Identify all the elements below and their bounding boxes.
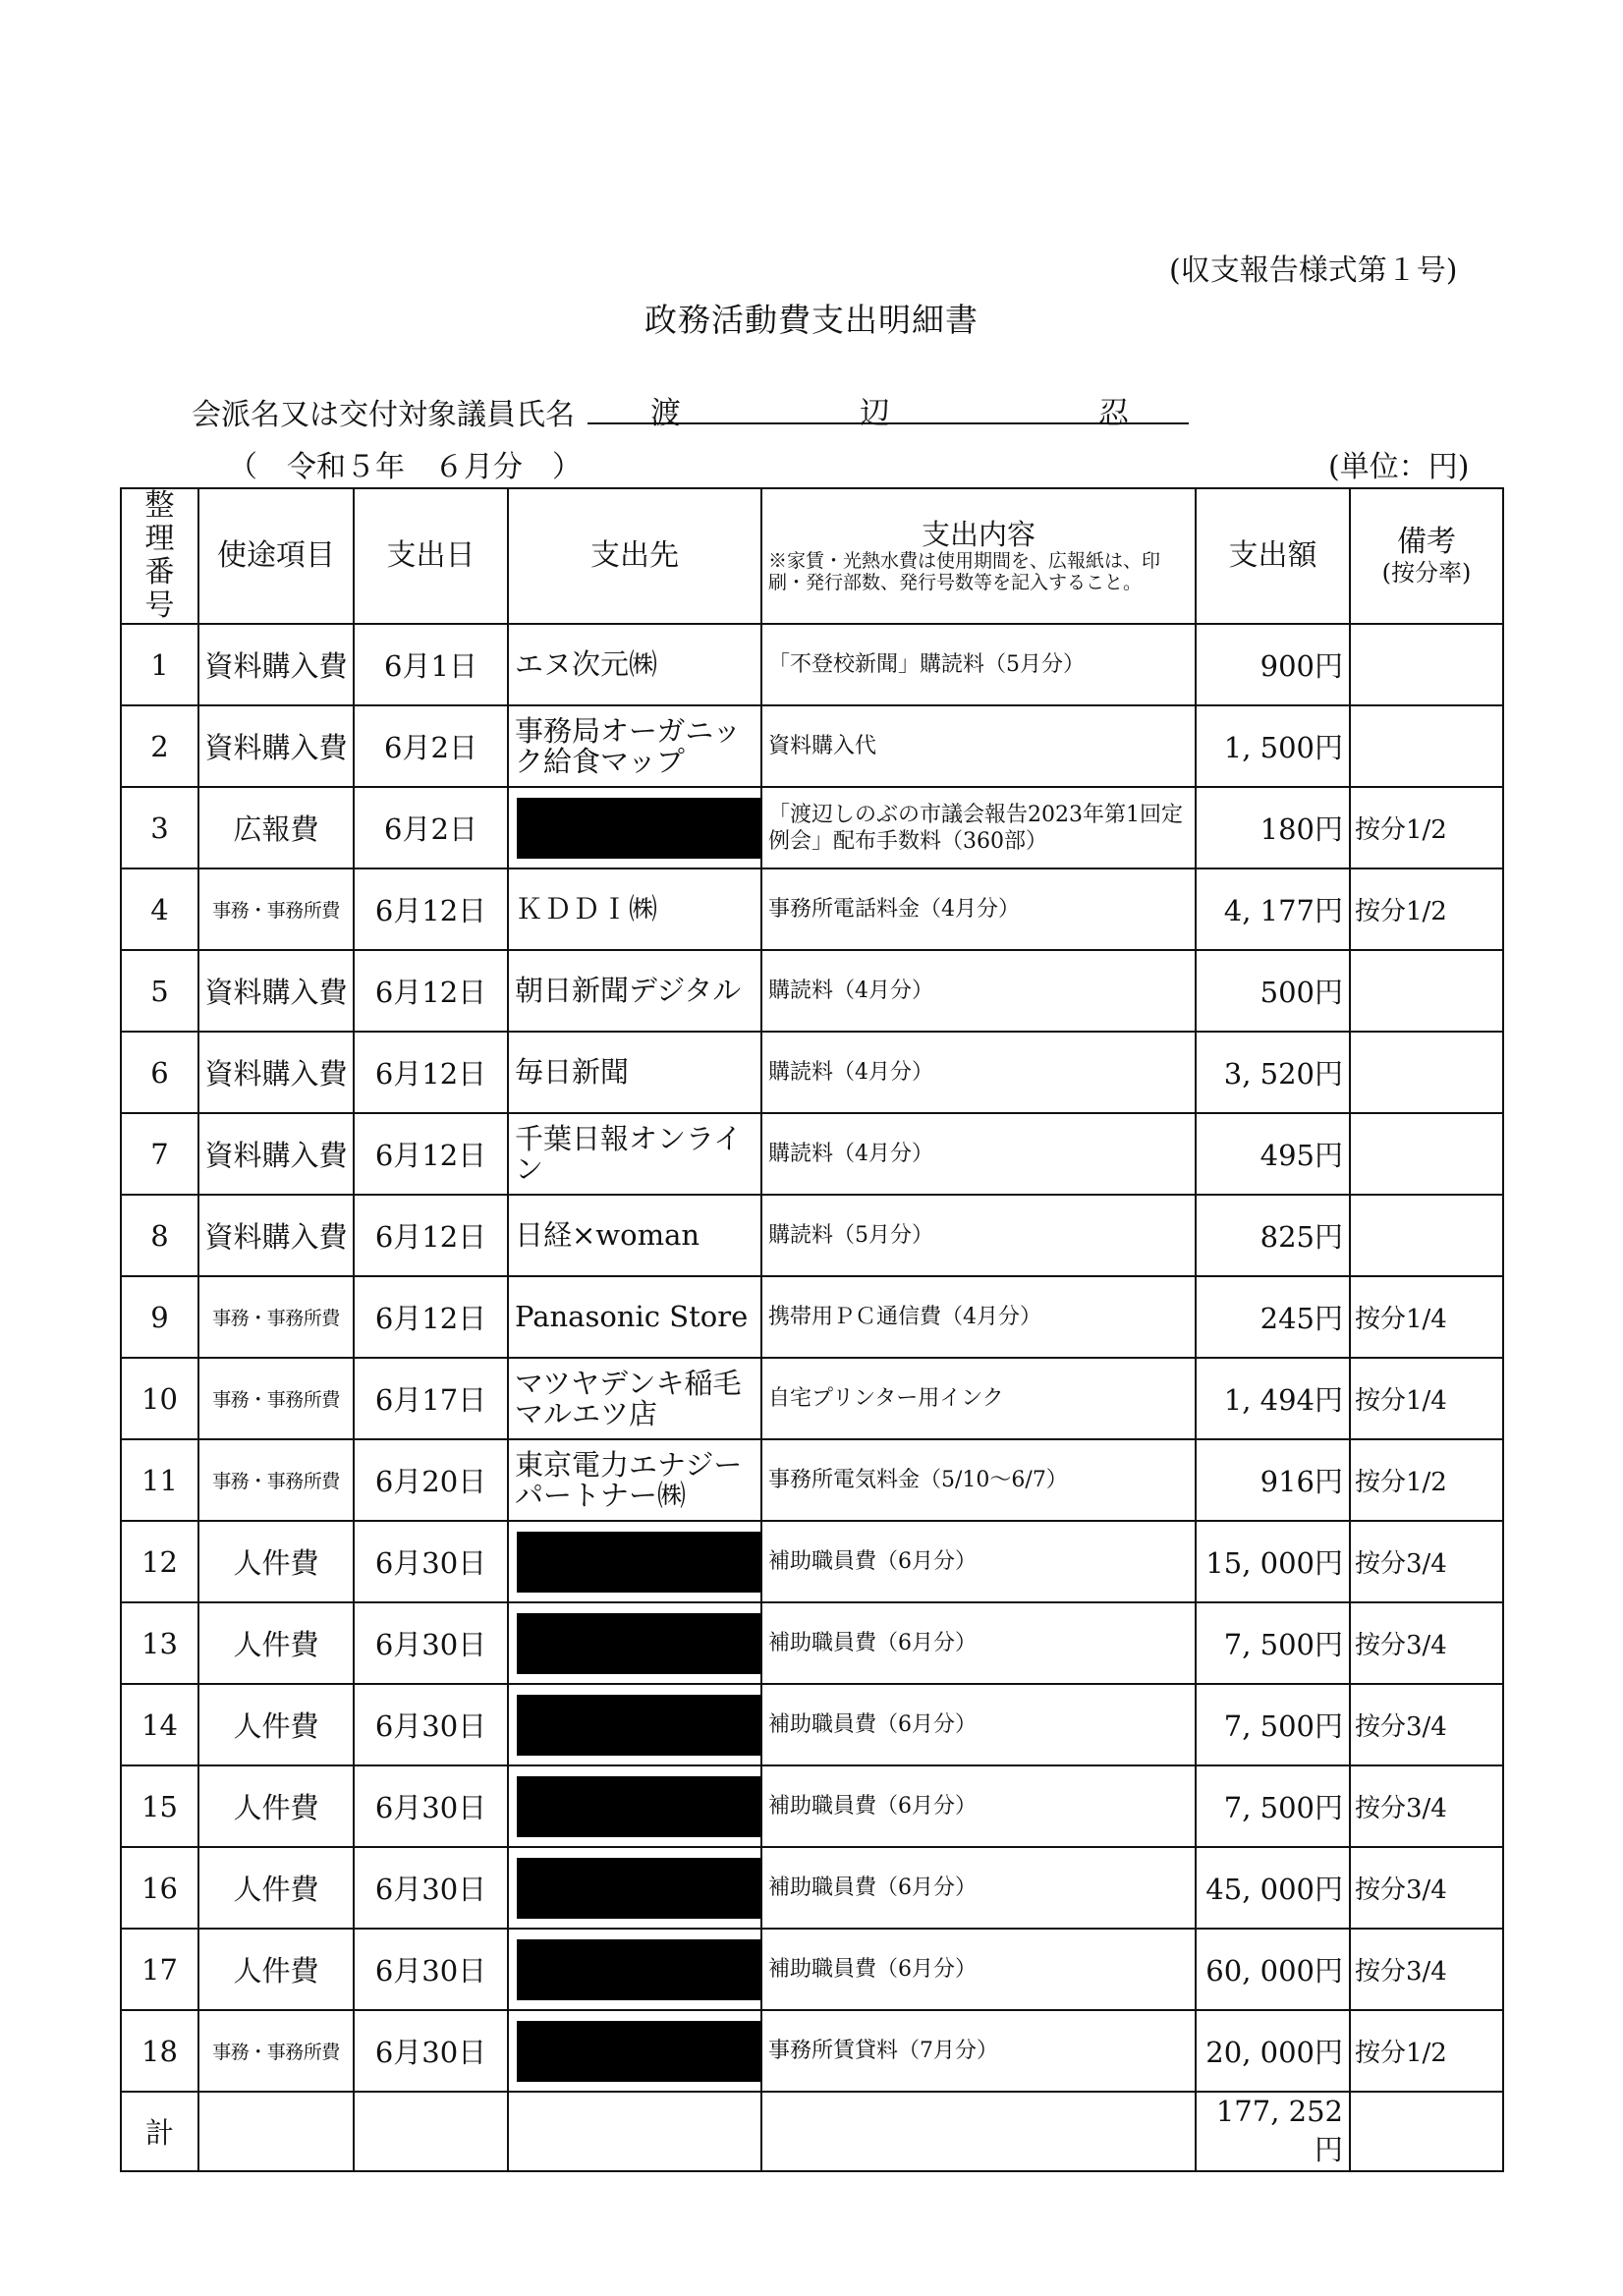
table-row <box>121 1439 1503 1521</box>
row-content: 携帯用ＰＣ通信費（4月分） <box>761 1276 1196 1358</box>
row-content: 購読料（4月分） <box>761 1032 1196 1113</box>
row-payee <box>508 787 761 868</box>
header-payee: 支出先 <box>508 488 761 624</box>
row-payee: ＫＤＤＩ㈱ <box>508 868 761 950</box>
row-payee <box>508 1684 761 1765</box>
row-number: 17 <box>121 1929 198 2010</box>
table-row <box>121 1684 1503 1765</box>
row-category: 事務・事務所費 <box>198 1276 354 1358</box>
table-row <box>121 1276 1503 1358</box>
total-label: 計 <box>121 2092 198 2171</box>
row-content: 事務所電気料金（5/10～6/7） <box>761 1439 1196 1521</box>
table-row <box>121 1032 1503 1113</box>
member-name-part: 辺 <box>860 396 890 431</box>
row-payee: 毎日新聞 <box>508 1032 761 1113</box>
row-amount: 45, 000円 <box>1196 1847 1350 1929</box>
row-number: 7 <box>121 1113 198 1195</box>
row-note: 按分3/4 <box>1350 1602 1503 1684</box>
total-empty-cell <box>761 2092 1196 2171</box>
row-number: 18 <box>121 2010 198 2092</box>
row-note: 按分3/4 <box>1350 1929 1503 2010</box>
row-amount: 20, 000円 <box>1196 2010 1350 2092</box>
row-payee <box>508 1602 761 1684</box>
table-row <box>121 1602 1503 1684</box>
table-row <box>121 1195 1503 1276</box>
row-content: 補助職員費（6月分） <box>761 1929 1196 2010</box>
row-category: 事務・事務所費 <box>198 2010 354 2092</box>
row-payee: 東京電力エナジーパートナー㈱ <box>508 1439 761 1521</box>
table-row <box>121 868 1503 950</box>
redaction-bar <box>517 1939 760 2000</box>
row-number: 13 <box>121 1602 198 1684</box>
row-note: 按分3/4 <box>1350 1521 1503 1602</box>
row-number: 15 <box>121 1765 198 1847</box>
row-payee: 千葉日報オンライン <box>508 1113 761 1195</box>
total-amount: 177, 252円 <box>1196 2092 1350 2171</box>
row-category: 人件費 <box>198 1602 354 1684</box>
row-number: 1 <box>121 624 198 705</box>
redaction-bar <box>517 2021 760 2082</box>
row-date: 6月20日 <box>354 1439 508 1521</box>
form-number: (収支報告様式第１号) <box>1169 253 1458 288</box>
row-amount: 916円 <box>1196 1439 1350 1521</box>
member-name-part: 渡 <box>650 396 681 431</box>
header-note-sub: (按分率) <box>1381 559 1472 587</box>
row-category: 事務・事務所費 <box>198 868 354 950</box>
row-note: 按分3/4 <box>1350 1684 1503 1765</box>
row-content: 購読料（4月分） <box>761 1113 1196 1195</box>
row-number: 12 <box>121 1521 198 1602</box>
row-amount: 15, 000円 <box>1196 1521 1350 1602</box>
row-category: 事務・事務所費 <box>198 1358 354 1439</box>
row-note <box>1350 1113 1503 1195</box>
row-number: 4 <box>121 868 198 950</box>
row-payee <box>508 1765 761 1847</box>
row-category: 事務・事務所費 <box>198 1439 354 1521</box>
row-note: 按分1/4 <box>1350 1358 1503 1439</box>
row-content: 事務所賃貸料（7月分） <box>761 2010 1196 2092</box>
row-amount: 7, 500円 <box>1196 1602 1350 1684</box>
row-amount: 60, 000円 <box>1196 1929 1350 2010</box>
row-amount: 245円 <box>1196 1276 1350 1358</box>
row-note: 按分1/2 <box>1350 868 1503 950</box>
row-payee: 日経×woman <box>508 1195 761 1276</box>
row-category: 資料購入費 <box>198 1195 354 1276</box>
row-amount: 3, 520円 <box>1196 1032 1350 1113</box>
table-row <box>121 1929 1503 2010</box>
row-date: 6月30日 <box>354 1765 508 1847</box>
row-content: 「不登校新聞」購読料（5月分） <box>761 624 1196 705</box>
row-note <box>1350 624 1503 705</box>
row-content: 自宅プリンター用インク <box>761 1358 1196 1439</box>
total-empty-cell <box>354 2092 508 2171</box>
row-number: 11 <box>121 1439 198 1521</box>
row-number: 3 <box>121 787 198 868</box>
redaction-bar <box>517 798 760 859</box>
row-amount: 1, 500円 <box>1196 705 1350 787</box>
row-payee: 朝日新聞デジタル <box>508 950 761 1032</box>
row-payee <box>508 1521 761 1602</box>
row-amount: 7, 500円 <box>1196 1765 1350 1847</box>
row-date: 6月17日 <box>354 1358 508 1439</box>
table-row <box>121 1765 1503 1847</box>
row-category: 人件費 <box>198 1765 354 1847</box>
row-date: 6月30日 <box>354 1521 508 1602</box>
unit-label: (単位：円) <box>1328 450 1470 484</box>
row-category: 資料購入費 <box>198 1032 354 1113</box>
row-date: 6月12日 <box>354 1113 508 1195</box>
row-payee: マツヤデンキ稲毛マルエツ店 <box>508 1358 761 1439</box>
header-note-title: 備考 <box>1397 525 1456 559</box>
row-date: 6月30日 <box>354 2010 508 2092</box>
row-content: 購読料（5月分） <box>761 1195 1196 1276</box>
row-content: 補助職員費（6月分） <box>761 1765 1196 1847</box>
page-title: 政務活動費支出明細書 <box>644 301 979 339</box>
row-payee: 事務局オーガニック給食マップ <box>508 705 761 787</box>
redaction-bar <box>517 1695 760 1756</box>
member-name-part: 忍 <box>1098 396 1129 431</box>
row-amount: 7, 500円 <box>1196 1684 1350 1765</box>
row-date: 6月30日 <box>354 1847 508 1929</box>
redaction-bar <box>517 1532 760 1593</box>
row-category: 広報費 <box>198 787 354 868</box>
row-date: 6月12日 <box>354 1195 508 1276</box>
row-date: 6月12日 <box>354 868 508 950</box>
row-note: 按分1/2 <box>1350 787 1503 868</box>
total-empty-cell <box>198 2092 354 2171</box>
row-date: 6月30日 <box>354 1602 508 1684</box>
row-number: 8 <box>121 1195 198 1276</box>
row-number: 9 <box>121 1276 198 1358</box>
row-note: 按分3/4 <box>1350 1847 1503 1929</box>
row-payee <box>508 1929 761 2010</box>
redaction-bar <box>517 1776 760 1837</box>
table-row <box>121 705 1503 787</box>
row-note <box>1350 950 1503 1032</box>
total-empty-cell <box>1350 2092 1503 2171</box>
row-content: 補助職員費（6月分） <box>761 1847 1196 1929</box>
row-content: 事務所電話料金（4月分） <box>761 868 1196 950</box>
row-amount: 495円 <box>1196 1113 1350 1195</box>
row-amount: 500円 <box>1196 950 1350 1032</box>
row-date: 6月12日 <box>354 1276 508 1358</box>
row-amount: 900円 <box>1196 624 1350 705</box>
row-note <box>1350 1195 1503 1276</box>
row-number: 10 <box>121 1358 198 1439</box>
row-number: 5 <box>121 950 198 1032</box>
table-row <box>121 2010 1503 2092</box>
faction-label: 会派名又は交付対象議員氏名 <box>192 398 575 432</box>
table-header-row <box>121 488 1503 624</box>
row-date: 6月30日 <box>354 1684 508 1765</box>
row-category: 資料購入費 <box>198 950 354 1032</box>
row-amount: 825円 <box>1196 1195 1350 1276</box>
table-row <box>121 950 1503 1032</box>
row-payee <box>508 2010 761 2092</box>
table-row <box>121 787 1503 868</box>
row-date: 6月30日 <box>354 1929 508 2010</box>
header-date: 支出日 <box>354 488 508 624</box>
row-payee: エヌ次元㈱ <box>508 624 761 705</box>
row-date: 6月1日 <box>354 624 508 705</box>
row-category: 人件費 <box>198 1521 354 1602</box>
total-row <box>121 2092 1503 2171</box>
row-category: 人件費 <box>198 1929 354 2010</box>
row-note: 按分3/4 <box>1350 1765 1503 1847</box>
row-note: 按分1/2 <box>1350 1439 1503 1521</box>
table-row <box>121 1358 1503 1439</box>
header-note <box>1350 488 1503 624</box>
row-content: 補助職員費（6月分） <box>761 1602 1196 1684</box>
row-date: 6月2日 <box>354 705 508 787</box>
row-content: 補助職員費（6月分） <box>761 1521 1196 1602</box>
row-category: 資料購入費 <box>198 705 354 787</box>
row-content: 資料購入代 <box>761 705 1196 787</box>
row-amount: 180円 <box>1196 787 1350 868</box>
header-no: 整理番号 <box>121 488 198 624</box>
row-note: 按分1/4 <box>1350 1276 1503 1358</box>
row-payee <box>508 1847 761 1929</box>
row-category: 資料購入費 <box>198 624 354 705</box>
row-content: 補助職員費（6月分） <box>761 1684 1196 1765</box>
row-content: 購読料（4月分） <box>761 950 1196 1032</box>
row-number: 16 <box>121 1847 198 1929</box>
redaction-bar <box>517 1613 760 1674</box>
row-payee: Panasonic Store <box>508 1276 761 1358</box>
redaction-bar <box>517 1858 760 1919</box>
row-amount: 1, 494円 <box>1196 1358 1350 1439</box>
row-note <box>1350 1032 1503 1113</box>
header-content-title: 支出内容 <box>921 518 1035 551</box>
total-empty-cell <box>508 2092 761 2171</box>
table-row <box>121 624 1503 705</box>
header-content <box>761 488 1196 624</box>
header-amount: 支出額 <box>1196 488 1350 624</box>
header-content-note: ※家賃・光熱水費は使用期間を、広報紙は、印刷・発行部数、発行号数等を記入すること。 <box>768 550 1161 593</box>
row-number: 14 <box>121 1684 198 1765</box>
row-amount: 4, 177円 <box>1196 868 1350 950</box>
row-content: 「渡辺しのぶの市議会報告2023年第1回定例会」配布手数料（360部） <box>761 787 1196 868</box>
row-date: 6月12日 <box>354 1032 508 1113</box>
row-number: 2 <box>121 705 198 787</box>
row-category: 資料購入費 <box>198 1113 354 1195</box>
period-label: （ 令和５年 ６月分 ） <box>228 450 582 484</box>
row-note: 按分1/2 <box>1350 2010 1503 2092</box>
table-row <box>121 1521 1503 1602</box>
row-note <box>1350 705 1503 787</box>
expense-table <box>120 487 1504 2172</box>
row-category: 人件費 <box>198 1847 354 1929</box>
table-row <box>121 1847 1503 1929</box>
row-date: 6月12日 <box>354 950 508 1032</box>
row-date: 6月2日 <box>354 787 508 868</box>
table-row <box>121 1113 1503 1195</box>
row-number: 6 <box>121 1032 198 1113</box>
row-category: 人件費 <box>198 1684 354 1765</box>
header-category: 使途項目 <box>198 488 354 624</box>
